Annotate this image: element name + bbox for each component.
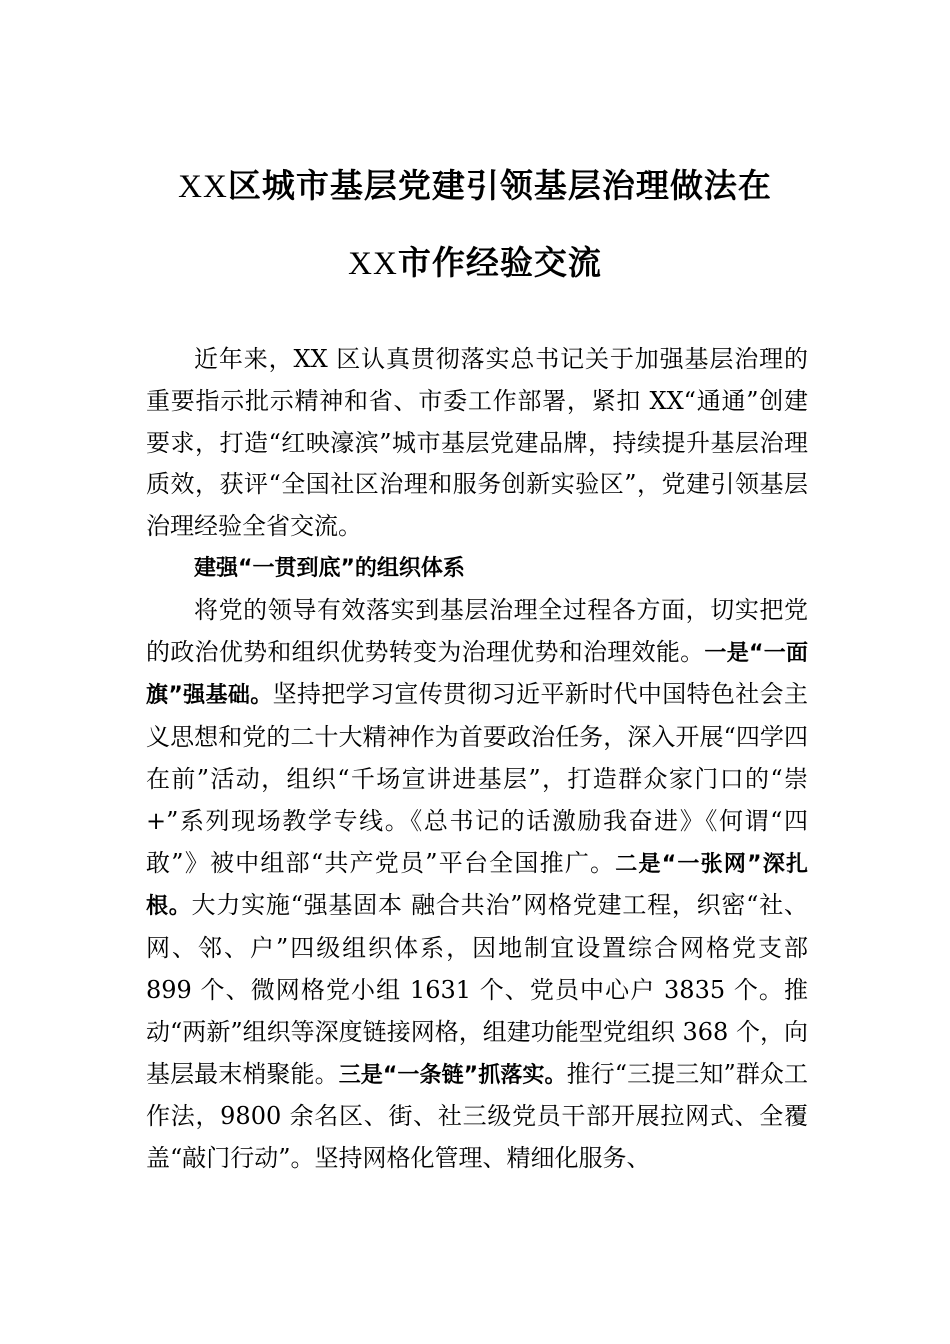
- title-line-1-text: 区城市基层党建引领基层治理做法在: [227, 166, 772, 205]
- title-prefix-xx-2: XX: [348, 246, 398, 282]
- paragraph-intro: 近年来，XX 区认真贯彻落实总书记关于加强基层治理的重要指示批示精神和省、市委工作部署，紧扣 XX“通通”创建要求，打造“红映濠滨”城市基层党建品牌，持续提升基层治理质效，获评“全国社区治理和服务创新实验区”，党建引领基层治理经验全省交流。: [146, 345, 808, 541]
- point-2-heading: 二是“一张网”深扎根。: [146, 851, 809, 920]
- document-body: [146, 339, 808, 1180]
- title-line-2-text: 市作经验交流: [397, 243, 602, 282]
- paragraph-organization-system: [146, 590, 808, 1180]
- document-title-line-1: [0, 160, 950, 207]
- point-1-text: 坚持把学习宣传贯彻习近平新时代中国特色社会主义思想和党的二十大精神作为首要政治任务，深入开展“四学四在前”活动，组织“千场宣讲进基层”，打造群众家门口的“崇+”系列现场教学专线。《总书记的话激励我奋进》《何谓“四敢”》被中组部“共产党员”平台全国推广。: [146, 680, 808, 877]
- point-3-text: 推行“三提三知”群众工作法，9800 余名区、街、社三级党员干部开展拉网式、全覆盖“敲门行动”。坚持网格化管理、精细化服务、: [146, 1059, 809, 1173]
- point-1-heading: 一是“一面旗”强基础。: [146, 640, 808, 709]
- document-title-line-2: [0, 237, 950, 284]
- point-2-text: 大力实施“强基固本 融合共治”网格党建工程，织密“社、网、邻、户”四级组织体系，因地制宜设置综合网格党支部 899 个、微网格党小组 1631 个、党员中心户 3835 个。推动“两新”组织等深度链接网格，组建功能型党组织 368 个，向基层最末梢聚能。: [146, 891, 808, 1088]
- section-heading-1: 建强“一贯到底”的组织体系: [194, 555, 465, 581]
- point-3-heading: 三是“一条链”抓落实。: [338, 1062, 567, 1088]
- paragraph-2-intro: 将党的领导有效落实到基层治理全过程各方面，切实把党的政治优势和组织优势转变为治理优势和治理效能。: [146, 595, 808, 666]
- title-prefix-xx: XX: [178, 169, 228, 205]
